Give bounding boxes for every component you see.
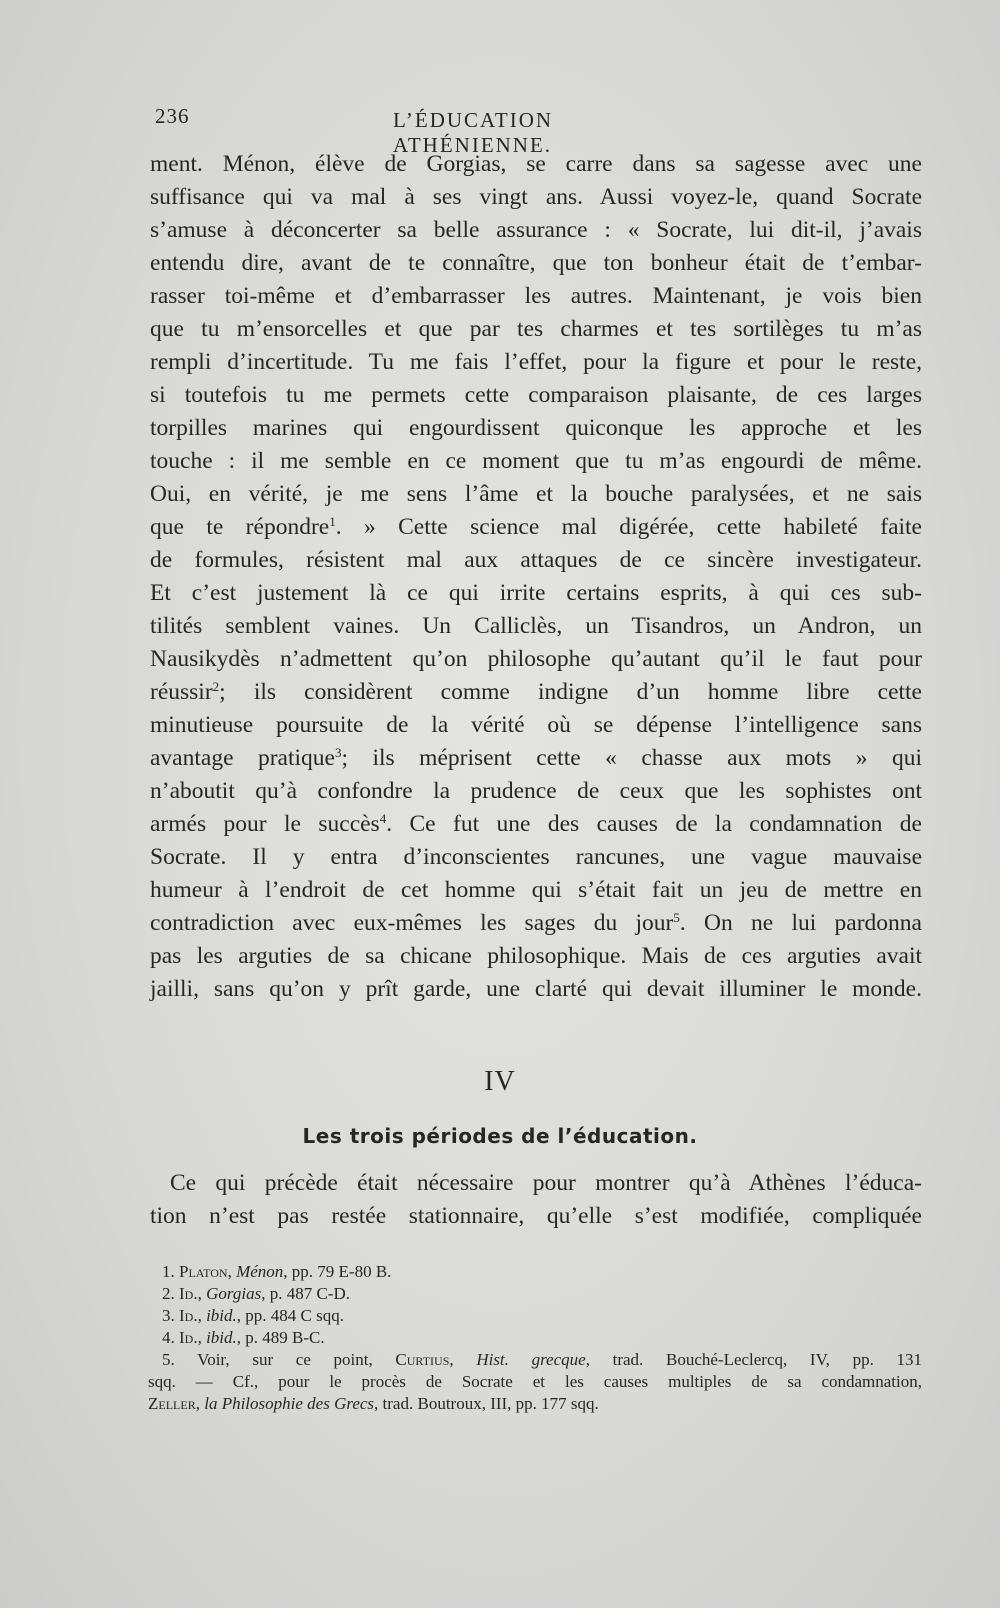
section-title: Les trois périodes de l’éducation.: [302, 1124, 698, 1148]
text-line: humeur à l’endroit de cet homme qui s’était fait un jeu de mettre en: [150, 877, 922, 903]
footnote-2: 2. Id., Gorgias, p. 487 C-D.: [162, 1284, 350, 1303]
text-segment: . On ne lui pardonna: [679, 910, 922, 936]
text-line: [150, 808, 922, 841]
text-line: torpilles marines qui engourdissent quiconque les approche et les: [150, 415, 922, 441]
footnote-ref-2: 2: [212, 679, 220, 694]
footnote-number: 2.: [162, 1284, 175, 1303]
text-line: rasser toi-même et d’embarrasser les autres. Maintenant, je vois bien: [150, 283, 922, 309]
footnote-number: 1.: [162, 1262, 175, 1281]
footnote-ref: p. 487 C-D.: [269, 1284, 350, 1303]
footnote-ref: pp. 484 C sqq.: [245, 1306, 344, 1325]
text-line: que tu m’ensorcelles et que par tes charmes et tes sortilèges tu m’as: [150, 316, 922, 342]
text-line: [150, 907, 922, 940]
footnote-ref-1: 1: [329, 514, 336, 529]
footnote-author: Id.: [179, 1306, 198, 1325]
footnote-work: ibid.: [206, 1328, 237, 1347]
text-line: Nausikydès n’admettent qu’on philosophe qu’autant qu’il le faut pour: [150, 646, 922, 672]
footnote-1: 1. Platon, Ménon, pp. 79 E-80 B.: [162, 1262, 392, 1281]
footnote-text: Voir, sur ce point,: [197, 1350, 373, 1369]
text-line: ment. Ménon, élève de Gorgias, se carre dans sa sagesse avec une: [150, 151, 922, 177]
footnote-ref-3: 3: [334, 745, 342, 760]
footnote-number: 3.: [162, 1306, 175, 1325]
text-line: [150, 511, 922, 544]
footnote-author: Platon: [179, 1262, 228, 1281]
text-line: rempli d’incertitude. Tu me fais l’effet, pour la figure et pour le reste,: [150, 349, 922, 375]
footnote-work: Ménon: [236, 1262, 284, 1281]
footnote-ref: trad. Bouché-Leclercq, IV, pp. 131: [612, 1350, 923, 1369]
text-line: pas les arguties de sa chicane philosophique. Mais de ces arguties avait: [150, 943, 922, 969]
text-line: suffisance qui va mal à ses vingt ans. Aussi voyez-le, quand Socrate: [150, 184, 922, 210]
footnote-author: Curtius: [395, 1350, 450, 1369]
footnote-work: Hist. grecque: [476, 1350, 586, 1369]
footnote-work: la Philosophie des Grecs: [204, 1394, 375, 1413]
page-header: [155, 100, 700, 157]
page-number: 236: [155, 104, 190, 128]
text-segment: ; ils considèrent comme indigne d’un homme libre cette: [219, 679, 922, 705]
text-line: s’amuse à déconcerter sa belle assurance : « Socrate, lui dit-il, j’avais: [150, 217, 922, 243]
footnote-author: Zeller: [148, 1394, 196, 1413]
text-segment: ; ils méprisent cette « chasse aux mots » qui: [341, 745, 923, 771]
footnote-5: 5. Voir, sur ce point, Curtius, Hist. grecque, trad. Bouché-Leclercq, IV, pp. 131: [162, 1350, 923, 1369]
footnote-5-line-2: sqq. — Cf., pour le procès de Socrate et les causes multiples de sa condamnation,: [148, 1372, 922, 1391]
footnote-3: 3. Id., ibid., pp. 484 C sqq.: [162, 1306, 344, 1325]
footnote-ref: pp. 79 E-80 B.: [291, 1262, 392, 1281]
text-segment: contradiction avec eux-mêmes les sages du jour: [150, 910, 674, 936]
text-line: Et c’est justement là ce qui irrite certains esprits, à qui ces sub-: [150, 580, 922, 606]
section-number: IV: [484, 1066, 516, 1097]
footnote-4: 4. Id., ibid., p. 489 B-C.: [162, 1328, 325, 1347]
footnote-ref-4: 4: [379, 811, 387, 826]
text-line: entendu dire, avant de te connaître, que ton bonheur était de t’embar-: [150, 250, 922, 276]
text-line: [150, 742, 922, 775]
footnote-author: Id.: [179, 1284, 198, 1303]
text-line: Oui, en vérité, je me sens l’âme et la bouche paralysées, et ne sais: [150, 481, 922, 507]
text-segment: armés pour le succès: [150, 811, 380, 837]
text-line: tion n’est pas restée stationnaire, qu’elle s’est modifiée, compliquée: [150, 1203, 922, 1229]
footnote-work: Gorgias: [206, 1284, 262, 1303]
footnote-5-line-3: Zeller, la Philosophie des Grecs, trad. Boutroux, III, pp. 177 sqq.: [148, 1394, 599, 1413]
footnote-ref: trad. Boutroux, III, pp. 177 sqq.: [382, 1394, 599, 1413]
text-segment: avantage pratique: [150, 745, 335, 771]
footnote-ref: p. 489 B-C.: [245, 1328, 325, 1347]
text-line: si toutefois tu me permets cette comparaison plaisante, de ces larges: [150, 382, 922, 408]
footnote-ref-5: 5: [673, 910, 680, 925]
text-line: de formules, résistent mal aux attaques de ce sincère investigateur.: [150, 547, 922, 573]
footnote-number: 4.: [162, 1328, 175, 1347]
text-line: minutieuse poursuite de la vérité où se dépense l’intelligence sans: [150, 712, 922, 738]
text-segment: . Ce fut une des causes de la condamnation de: [386, 811, 922, 837]
text-segment: réussir: [150, 679, 213, 705]
running-title: L’ÉDUCATION ATHÉNIENNE.: [393, 108, 554, 157]
text-line: tilités semblent vaines. Un Calliclès, un Tisandros, un Andron, un: [150, 613, 922, 639]
footnote-author: Id.: [179, 1328, 198, 1347]
text-segment: que te répondre: [150, 514, 330, 540]
footnote-number: 5.: [162, 1350, 175, 1369]
text-line: jailli, sans qu’on y prît garde, une clarté qui devait illuminer le monde.: [150, 976, 922, 1002]
text-line: Socrate. Il y entra d’inconscientes rancunes, une vague mauvaise: [150, 844, 922, 870]
footnote-work: ibid.: [206, 1306, 237, 1325]
text-line: [150, 676, 922, 709]
text-line: n’aboutit qu’à confondre la prudence de ceux que les sophistes ont: [150, 778, 922, 804]
text-segment: . » Cette science mal digérée, cette habileté faite: [335, 514, 922, 540]
text-line: Ce qui précède était nécessaire pour montrer qu’à Athènes l’éduca-: [170, 1170, 922, 1196]
text-line: touche : il me semble en ce moment que tu m’as engourdi de même.: [150, 448, 922, 474]
